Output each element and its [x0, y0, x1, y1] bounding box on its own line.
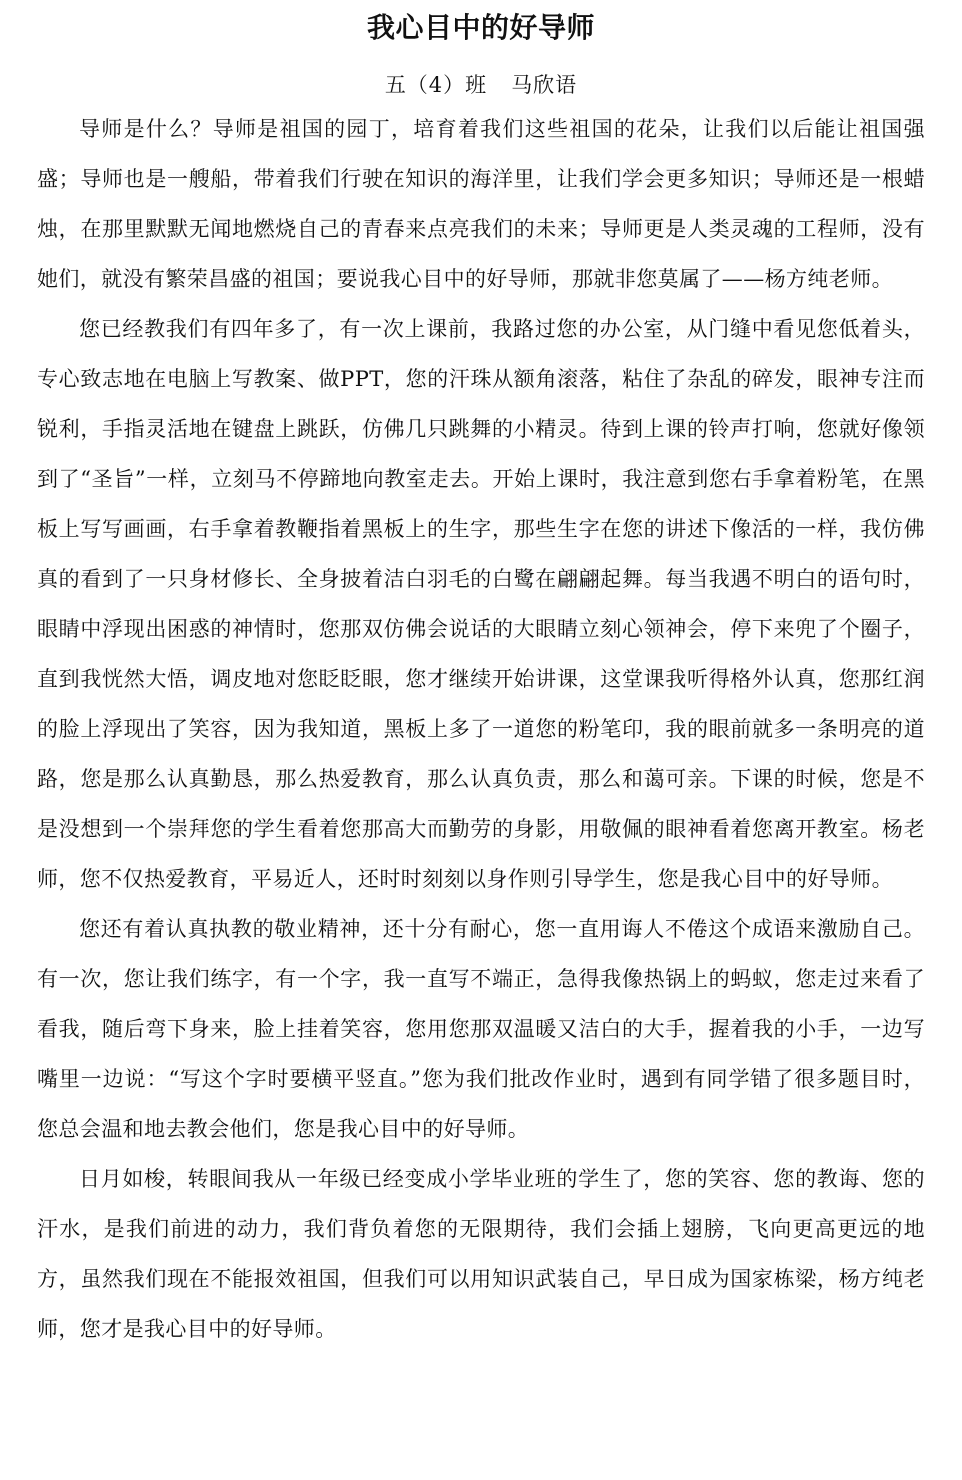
author-name: 马欣语 — [511, 73, 578, 97]
paragraph-1: 导师是什么？导师是祖国的园丁，培育着我们这些祖国的花朵，让我们以后能让祖国强盛；导师也是一艘船，带着我们行驶在知识的海洋里，让我们学会更多知识；导师还是一根蜡烛，在那里默默无闻地燃烧自己的青春来点亮我们的未来；导师更是人类灵魂的工程师，没有她们，就没有繁荣昌盛的祖国；要说我心目中的好导师，那就非您莫属了——杨方纯老师。 — [37, 117, 925, 291]
essay-body — [37, 104, 925, 1354]
document-title: 我心目中的好导师 — [366, 11, 595, 44]
class-name: 五（4）班 — [384, 73, 488, 97]
paragraph-4: 日月如梭，转眼间我从一年级已经变成小学毕业班的学生了，您的笑容、您的教诲、您的汗水，是我们前进的动力，我们背负着您的无限期待，我们会插上翅膀，飞向更高更远的地方，虽然我们现在不能报效祖国，但我们可以用知识武装自己，早日成为国家栋梁，杨方纯老师，您才是我心目中的好导师。 — [37, 1167, 925, 1341]
paragraph-2: 您已经教我们有四年多了，有一次上课前，我路过您的办公室，从门缝中看见您低着头，专心致志地在电脑上写教案、做PPT，您的汗珠从额角滚落，粘住了杂乱的碎发，眼神专注而锐利，手指灵活地在键盘上跳跃，仿佛几只跳舞的小精灵。待到上课的铃声打响，您就好像领到了“圣旨”一样，立刻马不停蹄地向教室走去。开始上课时，我注意到您右手拿着粉笔，在黑板上写写画画，右手拿着教鞭指着黑板上的生字，那些生字在您的讲述下像活的一样，我仿佛真的看到了一只身材修长、全身披着洁白羽毛的白鹭在翩翩起舞。每当我遇不明白的语句时，眼睛中浮现出困惑的神情时，您那双仿佛会说话的大眼睛立刻心领神会，停下来兜了个圈子，直到我恍然大悟，调皮地对您眨眨眼，您才继续开始讲课，这堂课我听得格外认真，您那红润的脸上浮现出了笑容，因为我知道，黑板上多了一道您的粉笔印，我的眼前就多一条明亮的道路，您是那么认真勤恳，那么热爱教育，那么认真负责，那么和蔼可亲。下课的时候，您是不是没想到一个崇拜您的学生看着您那高大而勤劳的身影，用敬佩的眼神看着您离开教室。杨老师，您不仅热爱教育，平易近人，还时时刻刻以身作则引导学生，您是我心目中的好导师。 — [37, 317, 925, 891]
author-byline — [37, 52, 925, 104]
document-page — [37, 0, 925, 1480]
paragraph-3: 您还有着认真执教的敬业精神，还十分有耐心，您一直用诲人不倦这个成语来激励自己。有一次，您让我们练字，有一个字，我一直写不端正，急得我像热锅上的蚂蚁，您走过来看了看我，随后弯下身来，脸上挂着笑容，您用您那双温暖又洁白的大手，握着我的小手，一边写嘴里一边说：“写这个字时要横平竖直。”您为我们批改作业时，遇到有同学错了很多题目时，您总会温和地去教会他们，您是我心目中的好导师。 — [37, 917, 925, 1141]
